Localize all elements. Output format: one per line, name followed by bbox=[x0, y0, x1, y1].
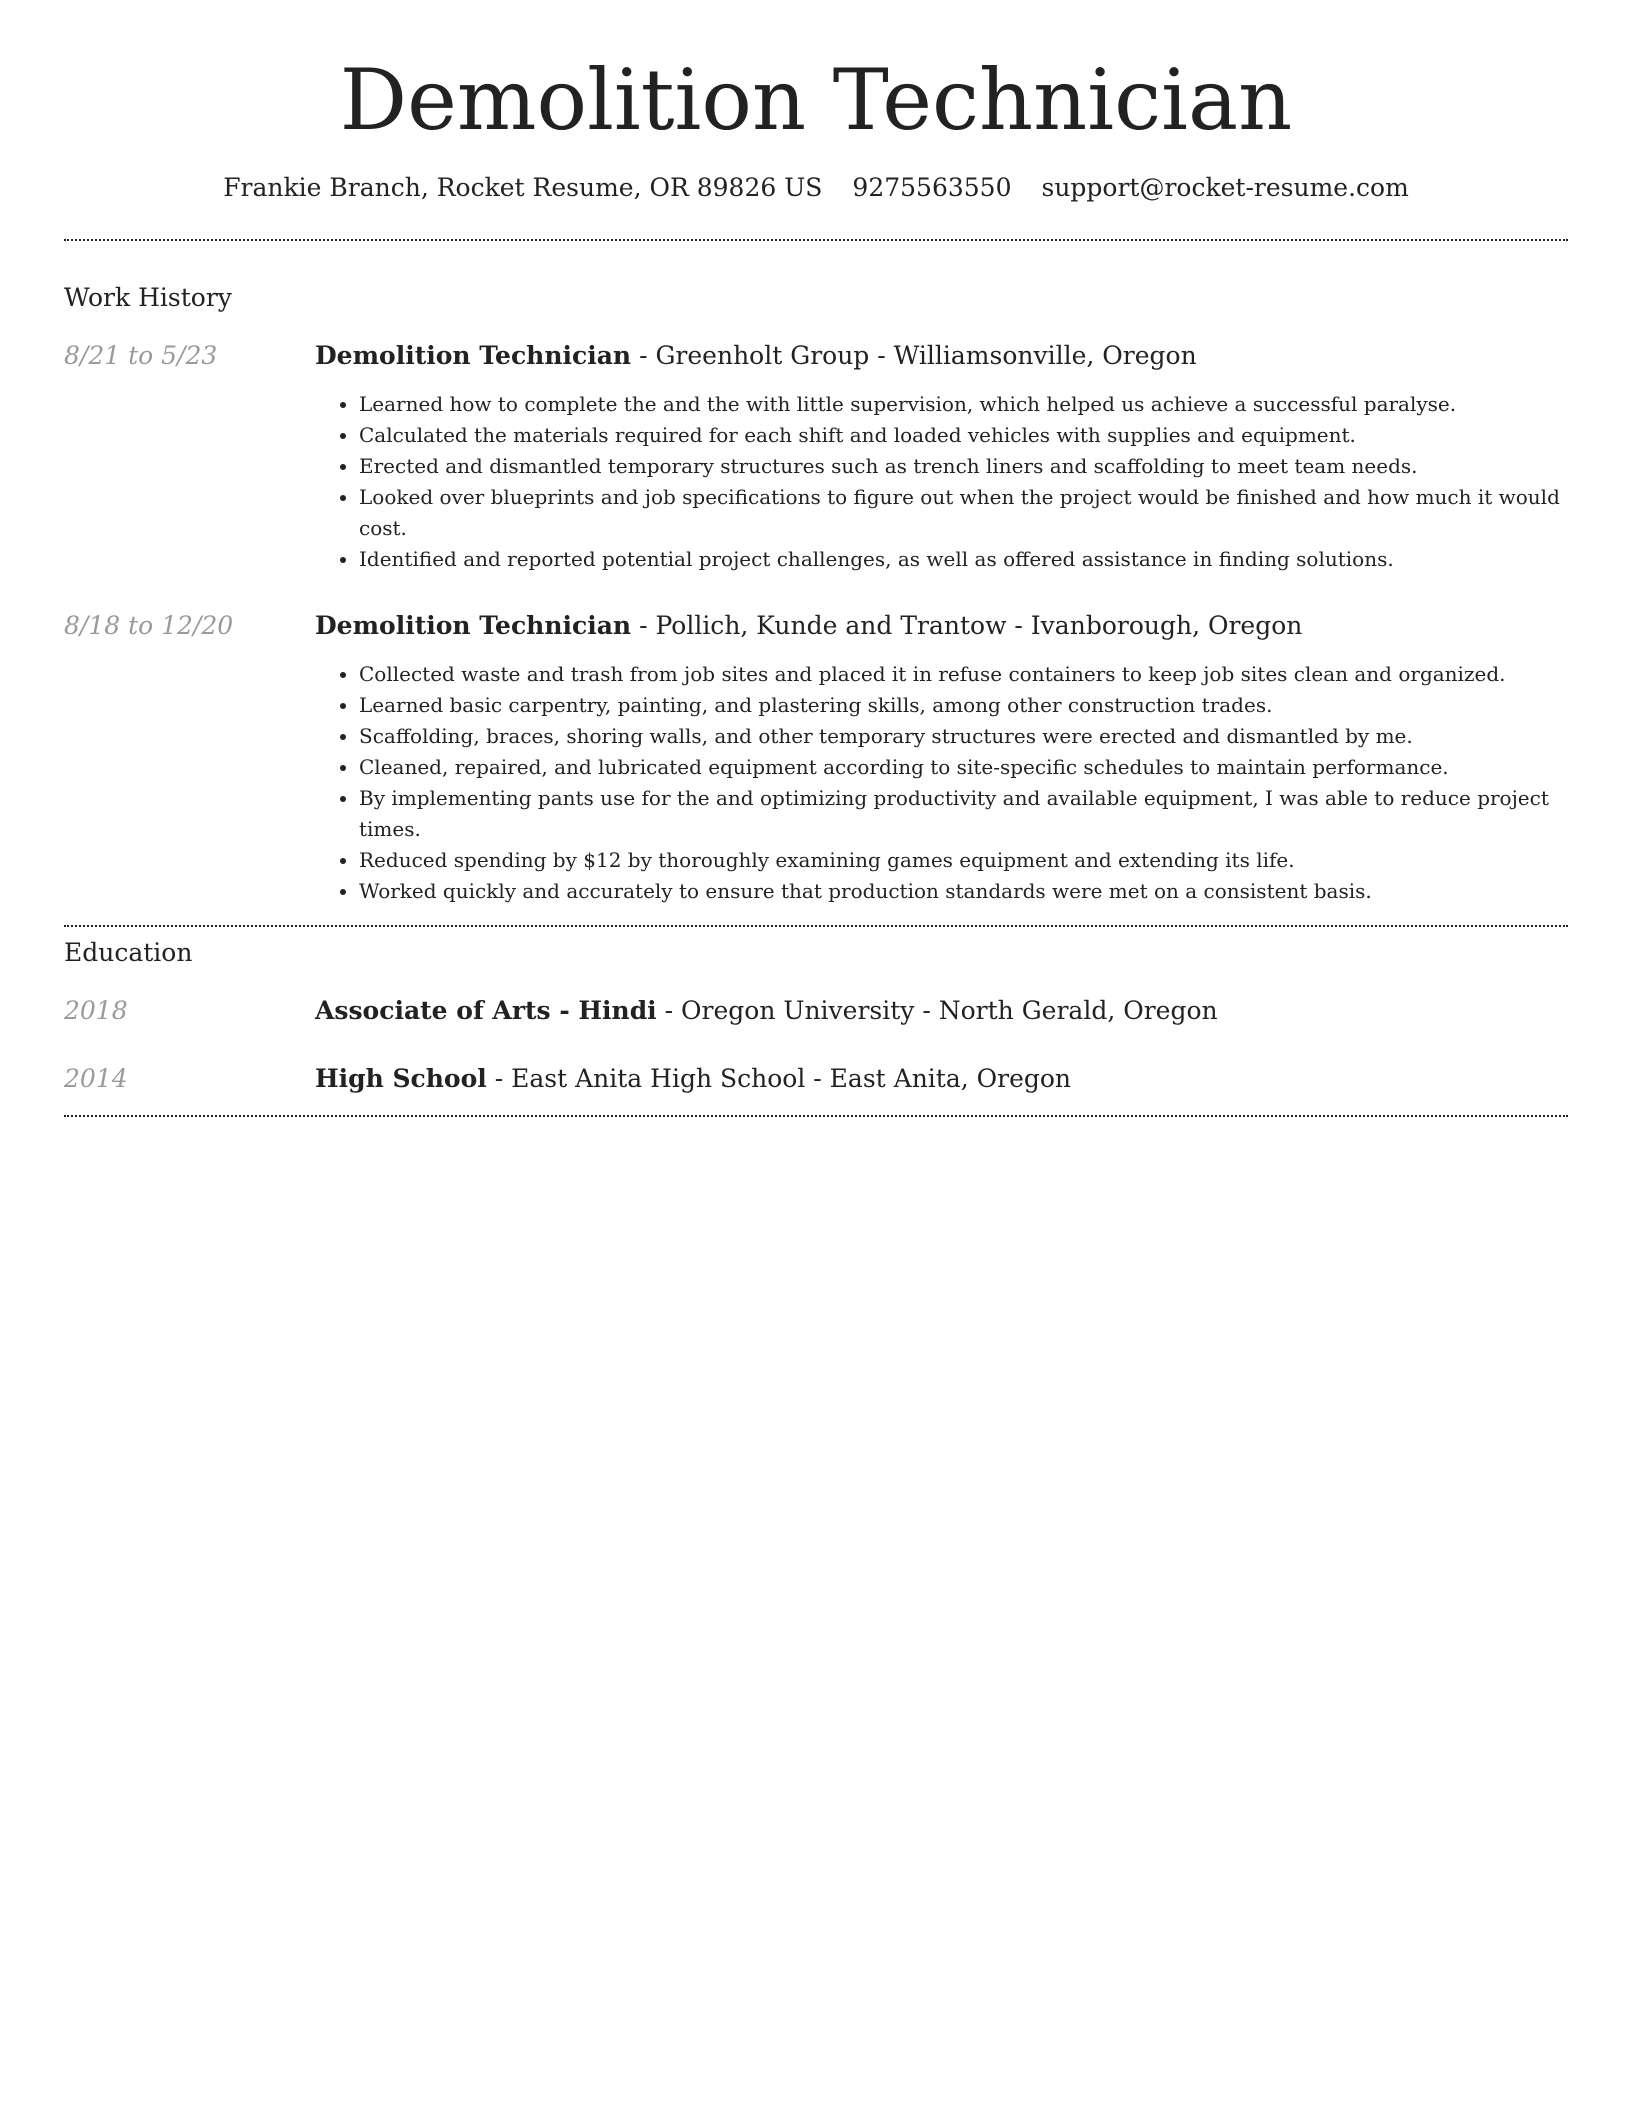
job-details: - Pollich, Kunde and Trantow - Ivanborough, Oregon bbox=[631, 611, 1303, 640]
education-heading: Education bbox=[64, 938, 193, 967]
education-degree: Associate of Arts - Hindi bbox=[315, 996, 657, 1025]
job-details: - Greenholt Group - Williamsonville, Oregon bbox=[631, 341, 1197, 370]
contact-address: Frankie Branch, Rocket Resume, OR 89826 US bbox=[223, 173, 823, 202]
section-divider bbox=[64, 925, 1568, 927]
education-details: - Oregon University - North Gerald, Oregon bbox=[656, 996, 1218, 1025]
job-bullet: • Scaffolding, braces, shoring walls, and other temporary structures were erected and dismantled by me. bbox=[359, 721, 1609, 752]
education-details: - East Anita High School - East Anita, Oregon bbox=[486, 1064, 1072, 1093]
job-bullet: • By implementing pants use for the and optimizing productivity and available equipment, I was able to reduce project times. bbox=[359, 783, 1609, 845]
contact-email[interactable]: support@rocket-resume.com bbox=[1041, 173, 1409, 202]
job-bullet: • Reduced spending by $12 by thoroughly examining games equipment and extending its life. bbox=[359, 845, 1609, 876]
resume-title: Demolition Technician bbox=[339, 51, 1293, 149]
job-bullet: • Cleaned, repaired, and lubricated equipment according to site-specific schedules to maintain performance. bbox=[359, 752, 1609, 783]
job-bullet: • Learned basic carpentry, painting, and plastering skills, among other construction trades. bbox=[359, 690, 1609, 721]
work-history-heading: Work History bbox=[64, 283, 232, 312]
job-bullet: • Calculated the materials required for each shift and loaded vehicles with supplies and equipment. bbox=[359, 420, 1609, 451]
job-dates: 8/21 to 5/23 bbox=[64, 341, 218, 370]
education-entry bbox=[315, 994, 1565, 1028]
job-title: Demolition Technician bbox=[315, 611, 632, 640]
job-heading bbox=[315, 339, 1565, 373]
job-bullet: • Erected and dismantled temporary structures such as trench liners and scaffolding to meet team needs. bbox=[359, 451, 1609, 482]
education-year: 2018 bbox=[64, 996, 128, 1025]
job-bullet: • Looked over blueprints and job specifications to figure out when the project would be finished and how much it would cost. bbox=[359, 482, 1609, 544]
job-heading bbox=[315, 609, 1565, 643]
job-bullets bbox=[315, 389, 1609, 575]
contact-phone: 9275563550 bbox=[852, 173, 1012, 202]
job-bullet: • Learned how to complete the and the with little supervision, which helped us achieve a successful paralyse. bbox=[359, 389, 1609, 420]
job-bullet: • Worked quickly and accurately to ensure that production standards were met on a consistent basis. bbox=[359, 876, 1609, 907]
section-divider bbox=[64, 1115, 1568, 1117]
job-dates: 8/18 to 12/20 bbox=[64, 611, 234, 640]
education-degree: High School bbox=[315, 1064, 487, 1093]
education-year: 2014 bbox=[64, 1064, 128, 1093]
job-bullet: • Identified and reported potential project challenges, as well as offered assistance in finding solutions. bbox=[359, 544, 1609, 575]
contact-line bbox=[0, 170, 1632, 206]
section-divider bbox=[64, 239, 1568, 241]
job-bullets bbox=[315, 659, 1609, 907]
education-entry bbox=[315, 1062, 1565, 1096]
job-bullet: • Collected waste and trash from job sites and placed it in refuse containers to keep job sites clean and organized. bbox=[359, 659, 1609, 690]
job-title: Demolition Technician bbox=[315, 341, 632, 370]
